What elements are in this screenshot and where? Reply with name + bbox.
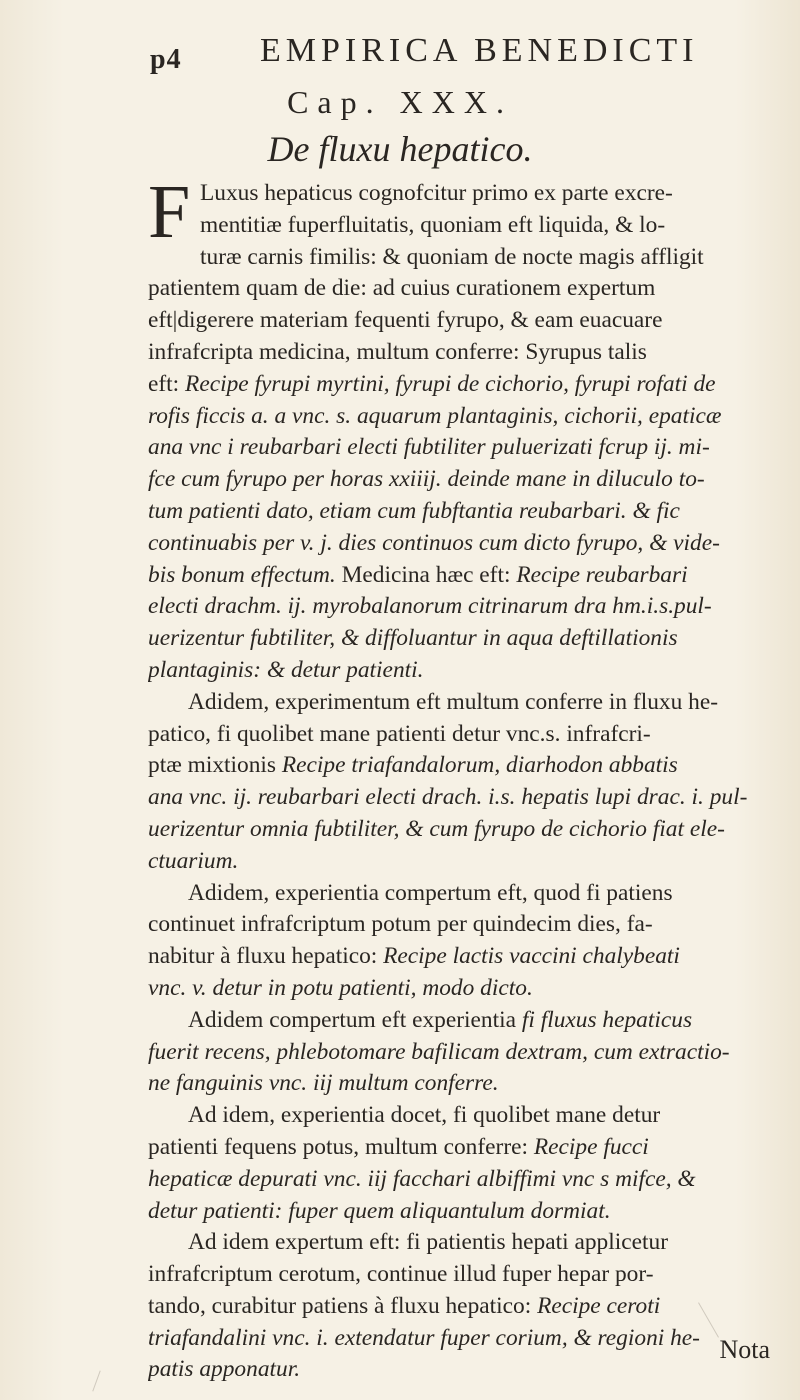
roman-text: eft|digerere materiam fequenti fyrupo, & eam euacuare	[148, 307, 663, 334]
text-line	[148, 846, 788, 878]
roman-text: Luxus hepaticus cognofcitur primo ex parte excre-	[200, 180, 673, 206]
catchword: Nota	[719, 1335, 770, 1364]
italic-text: ana vnc. ij. reubarbari electi drach. i.s. hepatis lupi drac. i. pul-	[148, 784, 748, 811]
roman-text: Ad idem expertum eft: fi patientis hepati applicetur	[188, 1229, 668, 1256]
italic-text: ana vnc i reubarbari electi fubtiliter puluerizati fcrup ij. mi-	[148, 434, 710, 461]
text-line	[148, 1037, 788, 1069]
text-line	[148, 1323, 788, 1355]
italic-text: Recipe ceroti	[531, 1292, 661, 1319]
italic-text: tum patienti dato, etiam cum fubftantia reubarbari. & fic	[148, 497, 680, 524]
italic-text: electi drachm. ij. myrobalanorum citrinarum dra hm.i.s.pul-	[148, 593, 712, 620]
roman-text: Medicina hæc eft:	[335, 561, 517, 588]
italic-text: bis bonum effectum.	[148, 561, 336, 588]
text-line	[148, 973, 788, 1005]
roman-text: mentitiæ fuperfluitatis, quoniam eft liquida, & lo-	[200, 211, 666, 238]
roman-text: Adidem, experientia compertum eft, quod fi patiens	[188, 879, 673, 906]
running-head	[0, 28, 800, 75]
text-line	[148, 432, 788, 464]
italic-text: Recipe fucci	[528, 1133, 649, 1160]
italic-text: continuabis per v. j. dies continuos cum dicto fyrupo, & vide-	[148, 529, 720, 556]
italic-text: fuerit recens, phlebotomare bafilicam dextram, cum extractio-	[148, 1038, 730, 1065]
italic-text: rofis ficcis a. a vnc. s. aquarum plantaginis, cichorii, epaticæ	[148, 402, 722, 429]
italic-text: plantaginis: & detur patienti.	[148, 656, 424, 683]
roman-text: tando, curabitur patiens à fluxu hepatico:	[148, 1292, 532, 1319]
text-line	[200, 210, 788, 242]
italic-text: uerizentur fubtiliter, & diffoluantur in aqua deftillationis	[148, 625, 678, 652]
text-line	[148, 1259, 788, 1291]
italic-text: Recipe fyrupi myrtini, fyrupi de cichorio, fyrupi rofati de	[185, 370, 716, 397]
text-line	[148, 909, 788, 941]
italic-text: Recipe lactis vaccini chalybeati	[377, 943, 680, 970]
drop-cap-initial: F	[148, 170, 191, 254]
section-title: De fluxu hepatico.	[267, 129, 533, 169]
roman-text: Adidem compertum eft experientia	[188, 1006, 516, 1033]
text-line	[148, 1227, 788, 1259]
text-line	[148, 560, 788, 592]
italic-text: fi fluxus hepaticus	[516, 1006, 693, 1033]
italic-text: fce cum fyrupo per horas xxiiij. deinde mane in diluculo to-	[148, 466, 705, 493]
text-line	[148, 782, 788, 814]
roman-text: turæ carnis fimilis: & quoniam de nocte magis affligit	[200, 243, 704, 270]
running-title: EMPIRICA BENEDICTI	[260, 32, 699, 69]
text-line	[148, 496, 788, 528]
italic-text: patis apponatur.	[148, 1356, 301, 1383]
text-line	[148, 1354, 788, 1386]
text-line	[148, 750, 788, 782]
text-line	[148, 655, 788, 687]
chapter-heading: Cap. XXX.	[287, 84, 513, 120]
italic-text: vnc. v. detur in potu patienti, modo dicto.	[148, 974, 533, 1001]
roman-text: patientem quam de die: ad cuius curationem expertum	[148, 275, 656, 302]
text-line	[200, 178, 788, 210]
roman-text: nabitur à fluxu hepatico:	[148, 943, 378, 970]
roman-text: ptæ mixtionis	[148, 752, 277, 779]
italic-text: uerizentur omnia fubtiliter, & cum fyrupo de cichorio fiat ele-	[148, 815, 725, 842]
body-text	[148, 170, 788, 1386]
text-line	[148, 337, 788, 369]
text-line	[148, 687, 788, 719]
text-line	[148, 528, 788, 560]
roman-text: patico, fi quolibet mane patienti detur vnc.s. infrafcri-	[148, 720, 651, 747]
roman-text: eft:	[148, 370, 186, 397]
text-line	[148, 878, 788, 910]
italic-text: Recipe reubarbari	[516, 561, 688, 588]
italic-text: triafandalini vnc. i. extendatur fuper corium, & regioni he-	[148, 1324, 700, 1351]
roman-text: Adidem, experimentum eft multum conferre in fluxu he-	[188, 688, 719, 715]
roman-text: infrafcripta medicina, multum conferre: Syrupus talis	[148, 338, 647, 365]
italic-text: detur patienti: fuper quem aliquantulum dormiat.	[148, 1197, 611, 1224]
text-line	[148, 305, 788, 337]
text-line	[148, 1164, 788, 1196]
text-line	[148, 1132, 788, 1164]
text-line	[148, 1291, 788, 1323]
text-line	[148, 401, 788, 433]
text-line	[148, 1005, 788, 1037]
italic-text: ctuarium.	[148, 847, 239, 874]
text-line	[148, 941, 788, 973]
roman-text: continuet infrafcriptum potum per quindecim dies, fa-	[148, 911, 653, 938]
text-line	[148, 814, 788, 846]
text-line	[148, 623, 788, 655]
roman-text: infrafcriptum cerotum, continue illud fuper hepar por-	[148, 1261, 654, 1288]
italic-text: hepaticæ depurati vnc. iij facchari albiffimi vnc s mifce, &	[148, 1165, 696, 1192]
text-line	[148, 591, 788, 623]
text-line	[148, 273, 788, 305]
italic-text: Recipe triafandalorum, diarhodon abbatis	[276, 752, 678, 779]
text-line	[148, 369, 788, 401]
text-line	[148, 464, 788, 496]
roman-text: patienti fequens potus, multum conferre:	[148, 1133, 528, 1160]
italic-text: ne fanguinis vnc. iij multum conferre.	[148, 1070, 499, 1097]
text-line	[200, 242, 788, 274]
page-number: p4	[150, 44, 182, 75]
text-line	[148, 1068, 788, 1100]
text-line	[148, 1196, 788, 1228]
roman-text: Ad idem, experientia docet, fi quolibet mane detur	[188, 1102, 661, 1129]
text-line	[148, 1100, 788, 1132]
scan-blemish	[92, 1370, 100, 1391]
text-line	[148, 719, 788, 751]
